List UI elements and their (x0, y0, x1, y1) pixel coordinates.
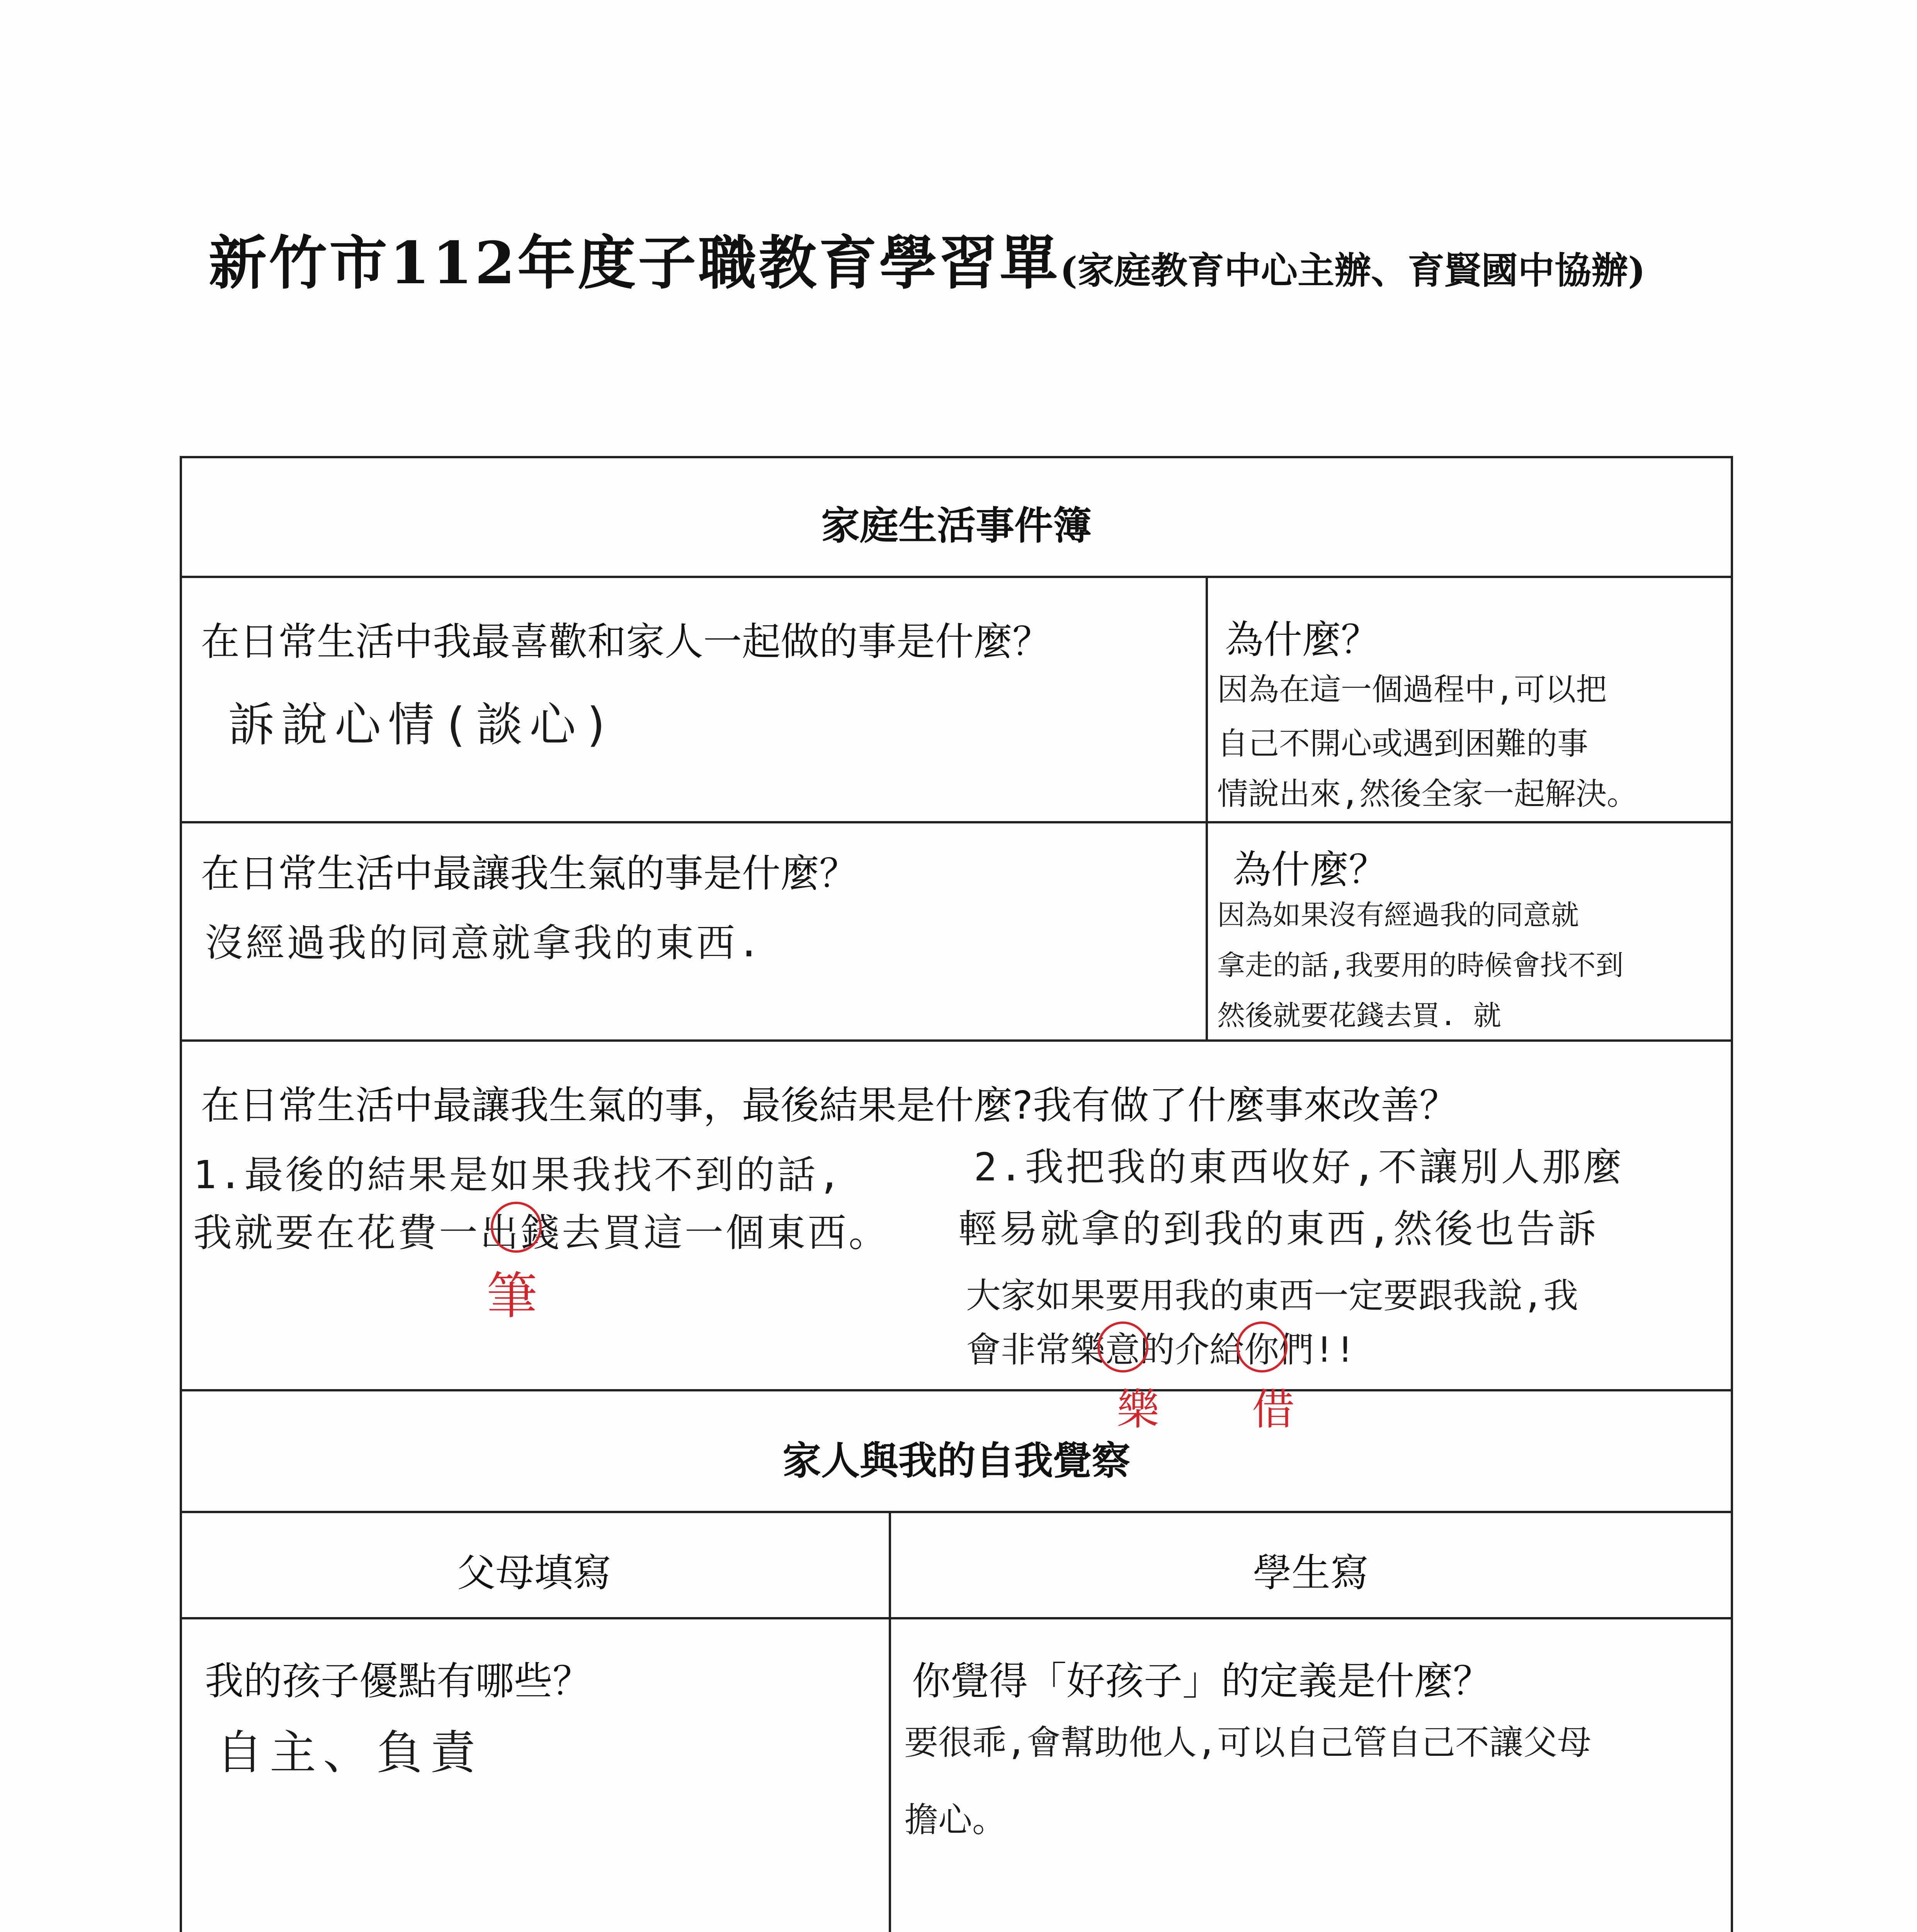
parent-question-strengths: 我的孩子優點有哪些？ (205, 1658, 591, 1704)
student-answer-good-child-line1: 要很乖,會幫助他人,可以自己管自己不讓父母 (904, 1723, 1591, 1762)
why-answer-2-line1: 因為如果沒有經過我的同意就 (1217, 899, 1579, 931)
question-result-improvement: 在日常生活中最讓我生氣的事，最後結果是什麼?我有做了什麼事來改善？ (201, 1083, 1458, 1128)
why-answer-1-line2: 自己不開心或遇到困難的事 (1217, 726, 1588, 762)
title-subtitle: (家庭教育中心主辦、育賢國中協辦) (1060, 249, 1646, 292)
why-answer-2-line2: 拿走的話,我要用的時候會找不到 (1217, 949, 1624, 981)
section-heading-self-awareness: 家人與我的自我覺察 (782, 1438, 1130, 1483)
correction-mark-3: 借 (1252, 1385, 1294, 1434)
answer-improve-line2: 輕易就拿的到我的東西,然後也告訴 (958, 1206, 1599, 1252)
parent-answer-strengths: 自主、負責 (216, 1726, 483, 1780)
student-answer-good-child-line2: 擔心。 (904, 1800, 1007, 1840)
column-header-student: 學生寫 (1253, 1550, 1369, 1595)
page-title (209, 216, 1754, 300)
why-answer-1-line3: 情說出來,然後全家一起解決。 (1217, 776, 1638, 812)
section-heading-family-events: 家庭生活事件簿 (821, 503, 1092, 548)
correction-circle-1 (491, 1202, 542, 1253)
correction-mark-1: 筆 (487, 1267, 538, 1325)
correction-circle-2 (1097, 1321, 1148, 1372)
question-most-angry: 在日常生活中最讓我生氣的事是什麼？ (201, 851, 858, 896)
answer-improve-line4: 會非常樂意的介給你們!! (966, 1330, 1356, 1370)
answer-most-angry: 沒經過我的同意就拿我的東西. (205, 920, 763, 966)
correction-circle-3 (1237, 1321, 1288, 1372)
why-label-2: 為什麼？ (1233, 847, 1387, 892)
answer-result-line2: 我就要在花費一出錢去買這一個東西。 (193, 1210, 890, 1255)
why-label-1: 為什麼？ (1225, 617, 1379, 662)
answer-improve-line3: 大家如果要用我的東西一定要跟我說,我 (966, 1276, 1579, 1316)
student-question-good-child: 你覺得「好孩子」的定義是什麼？ (912, 1658, 1492, 1704)
why-answer-2-line3: 然後就要花錢去買. 就 (1217, 999, 1501, 1032)
answer-improve-line1: 2.我把我的東西收好,不讓別人那麼 (974, 1145, 1624, 1190)
why-answer-1-line1: 因為在這一個過程中,可以把 (1217, 672, 1607, 707)
correction-mark-2: 樂 (1117, 1385, 1159, 1434)
title-main: 新竹市112年度子職教育學習單 (209, 229, 1060, 297)
question-favorite-activity: 在日常生活中我最喜歡和家人一起做的事是什麼？ (201, 619, 1051, 664)
column-header-parent: 父母填寫 (457, 1550, 612, 1595)
answer-result-line1: 1.最後的結果是如果我找不到的話, (193, 1152, 844, 1197)
answer-favorite-activity: 訴說心情(談心) (228, 698, 618, 752)
